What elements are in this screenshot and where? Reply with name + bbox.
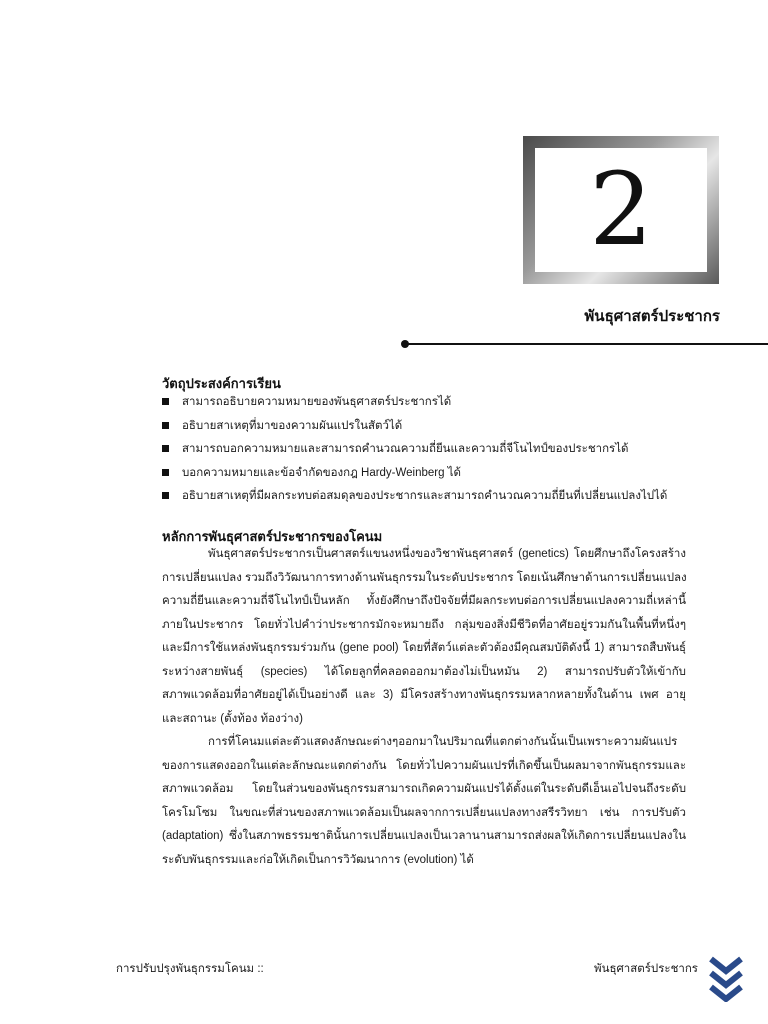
- objective-item: อธิบายสาเหตุที่มาของความผันแปรในสัตว์ได้: [162, 416, 722, 440]
- paragraph-line: และสถานะ (ตั้งท้อง ท้องว่าง): [162, 712, 303, 725]
- paragraph-line: สภาพแวดล้อม โดยในส่วนของพันธุกรรมสามารถเกิดความผันแปรได้ตั้งแต่ในระดับดีเอ็นเอไปจนถึงระดับ: [162, 783, 686, 795]
- paragraph-line: (adaptation) ซึ่งในสภาพธรรมชาตินั้นการเปลี่ยนแปลงเป็นเวลานานสามารถส่งผลให้เกิดการเปลี่ยนแปลงใน: [162, 830, 686, 842]
- paragraph-line: สภาพแวดล้อมที่อาศัยอยู่ได้เป็นอย่างดี และ 3) มีโครงสร้างทางพันธุกรรมหลากหลายทั้งในด้าน เพศ อายุ: [162, 689, 686, 701]
- chapter-number: 2: [589, 151, 653, 268]
- objective-item: อธิบายสาเหตุที่มีผลกระทบต่อสมดุลของประชากรและสามารถคำนวณความถี่ยีนที่เปลี่ยนแปลงไปได้: [162, 486, 722, 510]
- objective-item: บอกความหมายและข้อจำกัดของกฎ Hardy-Weinberg ได้: [162, 463, 722, 487]
- section-heading: หลักการพันธุศาสตร์ประชากรของโคนม: [162, 529, 383, 544]
- bullet-icon: [162, 492, 169, 499]
- paragraph-line: การเปลี่ยนแปลง รวมถึงวิวัฒนาการทางด้านพันธุกรรมในระดับประชากร โดยเน้นศึกษาด้านการเปลี่ยนแปลง: [162, 571, 687, 584]
- objectives-list: [162, 392, 722, 510]
- paragraph-line: การที่โคนมแต่ละตัวแสดงลักษณะต่างๆออกมาในปริมาณที่แตกต่างกันนั้นเป็นเพราะความผันแปร: [208, 736, 678, 748]
- paragraph-line: ระดับพันธุกรรมและก่อให้เกิดเป็นการวิวัฒนาการ (evolution) ได้: [162, 853, 474, 866]
- chapter-number-box: [523, 136, 719, 284]
- paragraph-line: พันธุศาสตร์ประชากรเป็นศาสตร์แขนงหนึ่งของวิชาพันธุศาสตร์ (genetics) โดยศึกษาถึงโครงสร้าง: [208, 548, 686, 560]
- bullet-icon: [162, 398, 169, 405]
- objectives-heading: วัตถุประสงค์การเรียน: [162, 376, 281, 391]
- paragraph-line: ความถี่ยีนและความถี่จีโนไทป์เป็นหลัก ทั้งยังศึกษาถึงปัจจัยที่มีผลกระทบต่อการเปลี่ยนแปลงความถี่เหล่านี้: [162, 595, 686, 607]
- paragraph-line: ของการแสดงออกในแต่ละลักษณะแตกต่างกัน โดยทั่วไปความผันแปรที่เกิดขึ้นเป็นผลมาจากพันธุกรรมและ: [162, 759, 686, 772]
- objective-item: สามารถบอกความหมายและสามารถคำนวณความถี่ยีนและความถี่จีโนไทป์ของประชากรได้: [162, 439, 722, 463]
- paragraph-line: ภายในประชากร โดยทั่วไปคำว่าประชากรมักจะหมายถึง กลุ่มของสิ่งมีชีวิตที่อาศัยอยู่รวมกันในพื้นที่หนึ่งๆ: [162, 618, 686, 631]
- objective-item: สามารถอธิบายความหมายของพันธุศาสตร์ประชากรได้: [162, 392, 722, 416]
- paragraph-line: และมีการใช้แหล่งพันธุกรรมร่วมกัน (gene pool) โดยที่สัตว์แต่ละตัวต้องมีคุณสมบัติดังนี้ 1) สามารถสืบพันธุ์: [162, 642, 686, 654]
- paragraph-line: ระหว่างสายพันธุ์ (species) ได้โดยลูกที่คลอดออกมาต้องไม่เป็นหมัน 2) สามารถปรับตัวให้เข้ากับ: [162, 665, 686, 678]
- bullet-icon: [162, 445, 169, 452]
- footer-book-title: การปรับปรุงพันธุกรรมโคนม ::: [116, 963, 264, 975]
- chapter-title: พันธุศาสตร์ประชากร: [584, 308, 720, 325]
- title-rule: [406, 343, 768, 345]
- body-text: [162, 543, 686, 872]
- paragraph-line: โครโมโซม ในขณะที่ส่วนของสภาพแวดล้อมเป็นผลจากการเปลี่ยนแปลงทางสรีรวิทยา เช่น การปรับตัว: [162, 806, 686, 819]
- triple-chevron-down-icon: [708, 956, 744, 1002]
- bullet-icon: [162, 469, 169, 476]
- bullet-icon: [162, 422, 169, 429]
- chapter-number-frame: [535, 148, 707, 272]
- footer-chapter-title: พันธุศาสตร์ประชากร: [594, 963, 698, 975]
